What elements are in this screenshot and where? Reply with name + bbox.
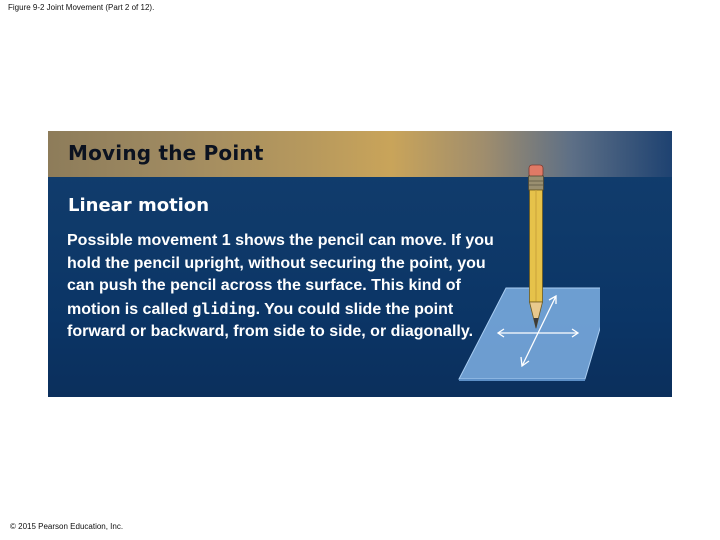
- gliding-term: gliding: [192, 299, 256, 318]
- body-text-end: . You could slide the point forward or backward, from side to side, or diagonally.: [67, 300, 474, 340]
- figure-caption: Figure 9-2 Joint Movement (Part 2 of 12).: [8, 3, 155, 12]
- pencil-gliding-illustration: [450, 155, 600, 385]
- plane-edge: [459, 379, 585, 381]
- slide-body: [67, 230, 507, 344]
- slide-subtitle: Linear motion: [68, 195, 210, 216]
- pencil-ferrule: [529, 176, 544, 190]
- copyright-notice: © 2015 Pearson Education, Inc.: [10, 522, 124, 531]
- pencil: [529, 165, 544, 329]
- body-text-intro: Possible movement 1 shows the pencil can move. If you hold the pencil upright, without securing the point, you can push the pencil across the surface. This kind of motion is called: [67, 232, 494, 318]
- slide-title: Moving the Point: [68, 141, 264, 165]
- pencil-eraser: [529, 165, 543, 177]
